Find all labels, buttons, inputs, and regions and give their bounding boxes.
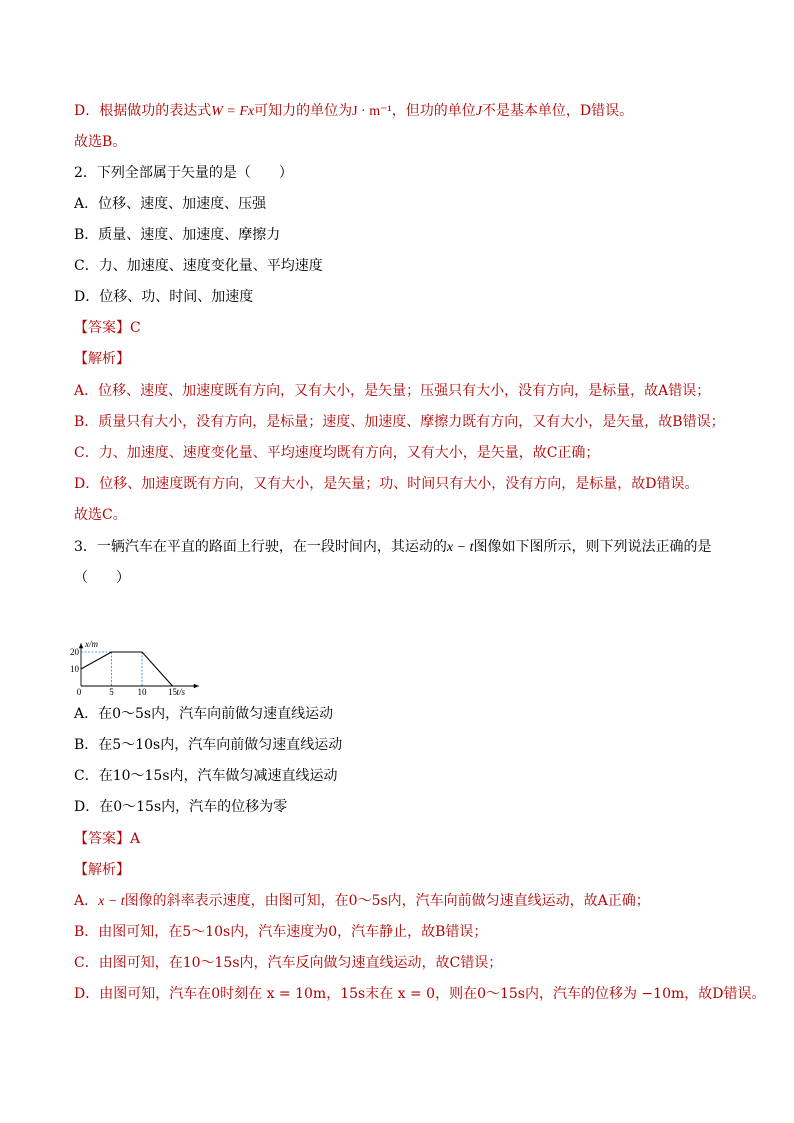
q2-analysis-c: C．力、加速度、速度变化量、平均速度均既有方向，又有大小，是矢量，故C正确； (74, 445, 600, 461)
q2-conclusion: 故选C。 (74, 507, 127, 523)
x-axis-arrow (194, 684, 199, 688)
chart-axes (79, 643, 199, 688)
q3-analysis-c: C．由图可知，在10～15s内，汽车反向做匀速直线运动，故C错误； (74, 955, 503, 971)
q3-option-d: D．在0～15s内，汽车的位移为零 (74, 799, 288, 815)
q2-analysis-tag: 【解析】 (74, 351, 130, 367)
answer-tag: 【答案】 (74, 320, 130, 336)
answer-value: C (130, 320, 141, 336)
q2-option-b: B．质量、速度、加速度、摩擦力 (74, 227, 281, 243)
q2-analysis-a: A．位移、速度、加速度既有方向，又有大小，是矢量；压强只有大小，没有方向，是标量，故A错误； (74, 383, 711, 399)
y-tick-label: 10 (70, 664, 79, 674)
q3-analysis-tag: 【解析】 (74, 862, 130, 878)
xt-series-line (81, 652, 173, 686)
x-axis-label: t/s (176, 687, 186, 697)
q3-option-c: C．在10～15s内，汽车做匀减速直线运动 (74, 768, 338, 784)
q3-option-a: A．在0～5s内，汽车向前做匀速直线运动 (74, 706, 334, 722)
prev-conclusion: 故选B。 (74, 134, 127, 150)
q2-analysis-b: B．质量只有大小，没有方向，是标量；速度、加速度、摩擦力既有方向，又有大小，是矢量，故B错误； (74, 414, 725, 430)
y-axis-arrow (79, 643, 83, 648)
x-tick-label: 0 (76, 687, 82, 697)
answer-value: A (130, 831, 141, 847)
q2-answer (74, 318, 141, 338)
q2-stem: 2．下列全部属于矢量的是（ ） (74, 165, 293, 181)
q2-option-a: A．位移、速度、加速度、压强 (74, 196, 267, 212)
q3-answer (74, 829, 140, 849)
x-tick-label: 10 (137, 687, 147, 697)
q2-analysis-d: D．位移、加速度既有方向，又有大小，是矢量；功、时间只有大小，没有方向，是标量，故D错误。 (74, 476, 699, 492)
q3-analysis-b: B．由图可知，在5～10s内，汽车速度为0，汽车静止，故B错误； (74, 924, 488, 940)
q3-stem: 3．一辆汽车在平直的路面上行驶，在一段时间内，其运动的x − t图像如下图所示，则下列说法正确的是 (74, 539, 712, 555)
xt-graph (72, 598, 202, 696)
q3-analysis-d: D．由图可知，汽车在0时刻在 x = 10m，15s末在 x = 0，则在0～15s内，汽车的位移为 −10m，故D错误。 (74, 986, 766, 1002)
x-tick-label: 5 (109, 687, 114, 697)
chart-series (81, 652, 173, 686)
y-axis-label: x/m (85, 639, 98, 650)
x-tick-label: 15 (168, 687, 177, 697)
q3-analysis-a: A．x − t图像的斜率表示速度，由图可知，在0～5s内，汽车向前做匀速直线运动，故A正确； (74, 893, 650, 909)
chart-guides (81, 652, 142, 686)
answer-tag: 【答案】 (74, 831, 130, 847)
q2-option-c: C．力、加速度、速度变化量、平均速度 (74, 258, 323, 274)
q2-option-d: D．位移、功、时间、加速度 (74, 289, 254, 305)
chart-labels (70, 639, 186, 697)
prev-option-d: D．根据做功的表达式W = Fx可知力的单位为J · m⁻¹，但功的单位J不是基本单位，D错误。 (74, 103, 634, 119)
q3-option-b: B．在5～10s内，汽车向前做匀速直线运动 (74, 737, 343, 753)
y-tick-label: 20 (70, 647, 79, 657)
q3-stem-paren: （ ） (74, 570, 130, 586)
